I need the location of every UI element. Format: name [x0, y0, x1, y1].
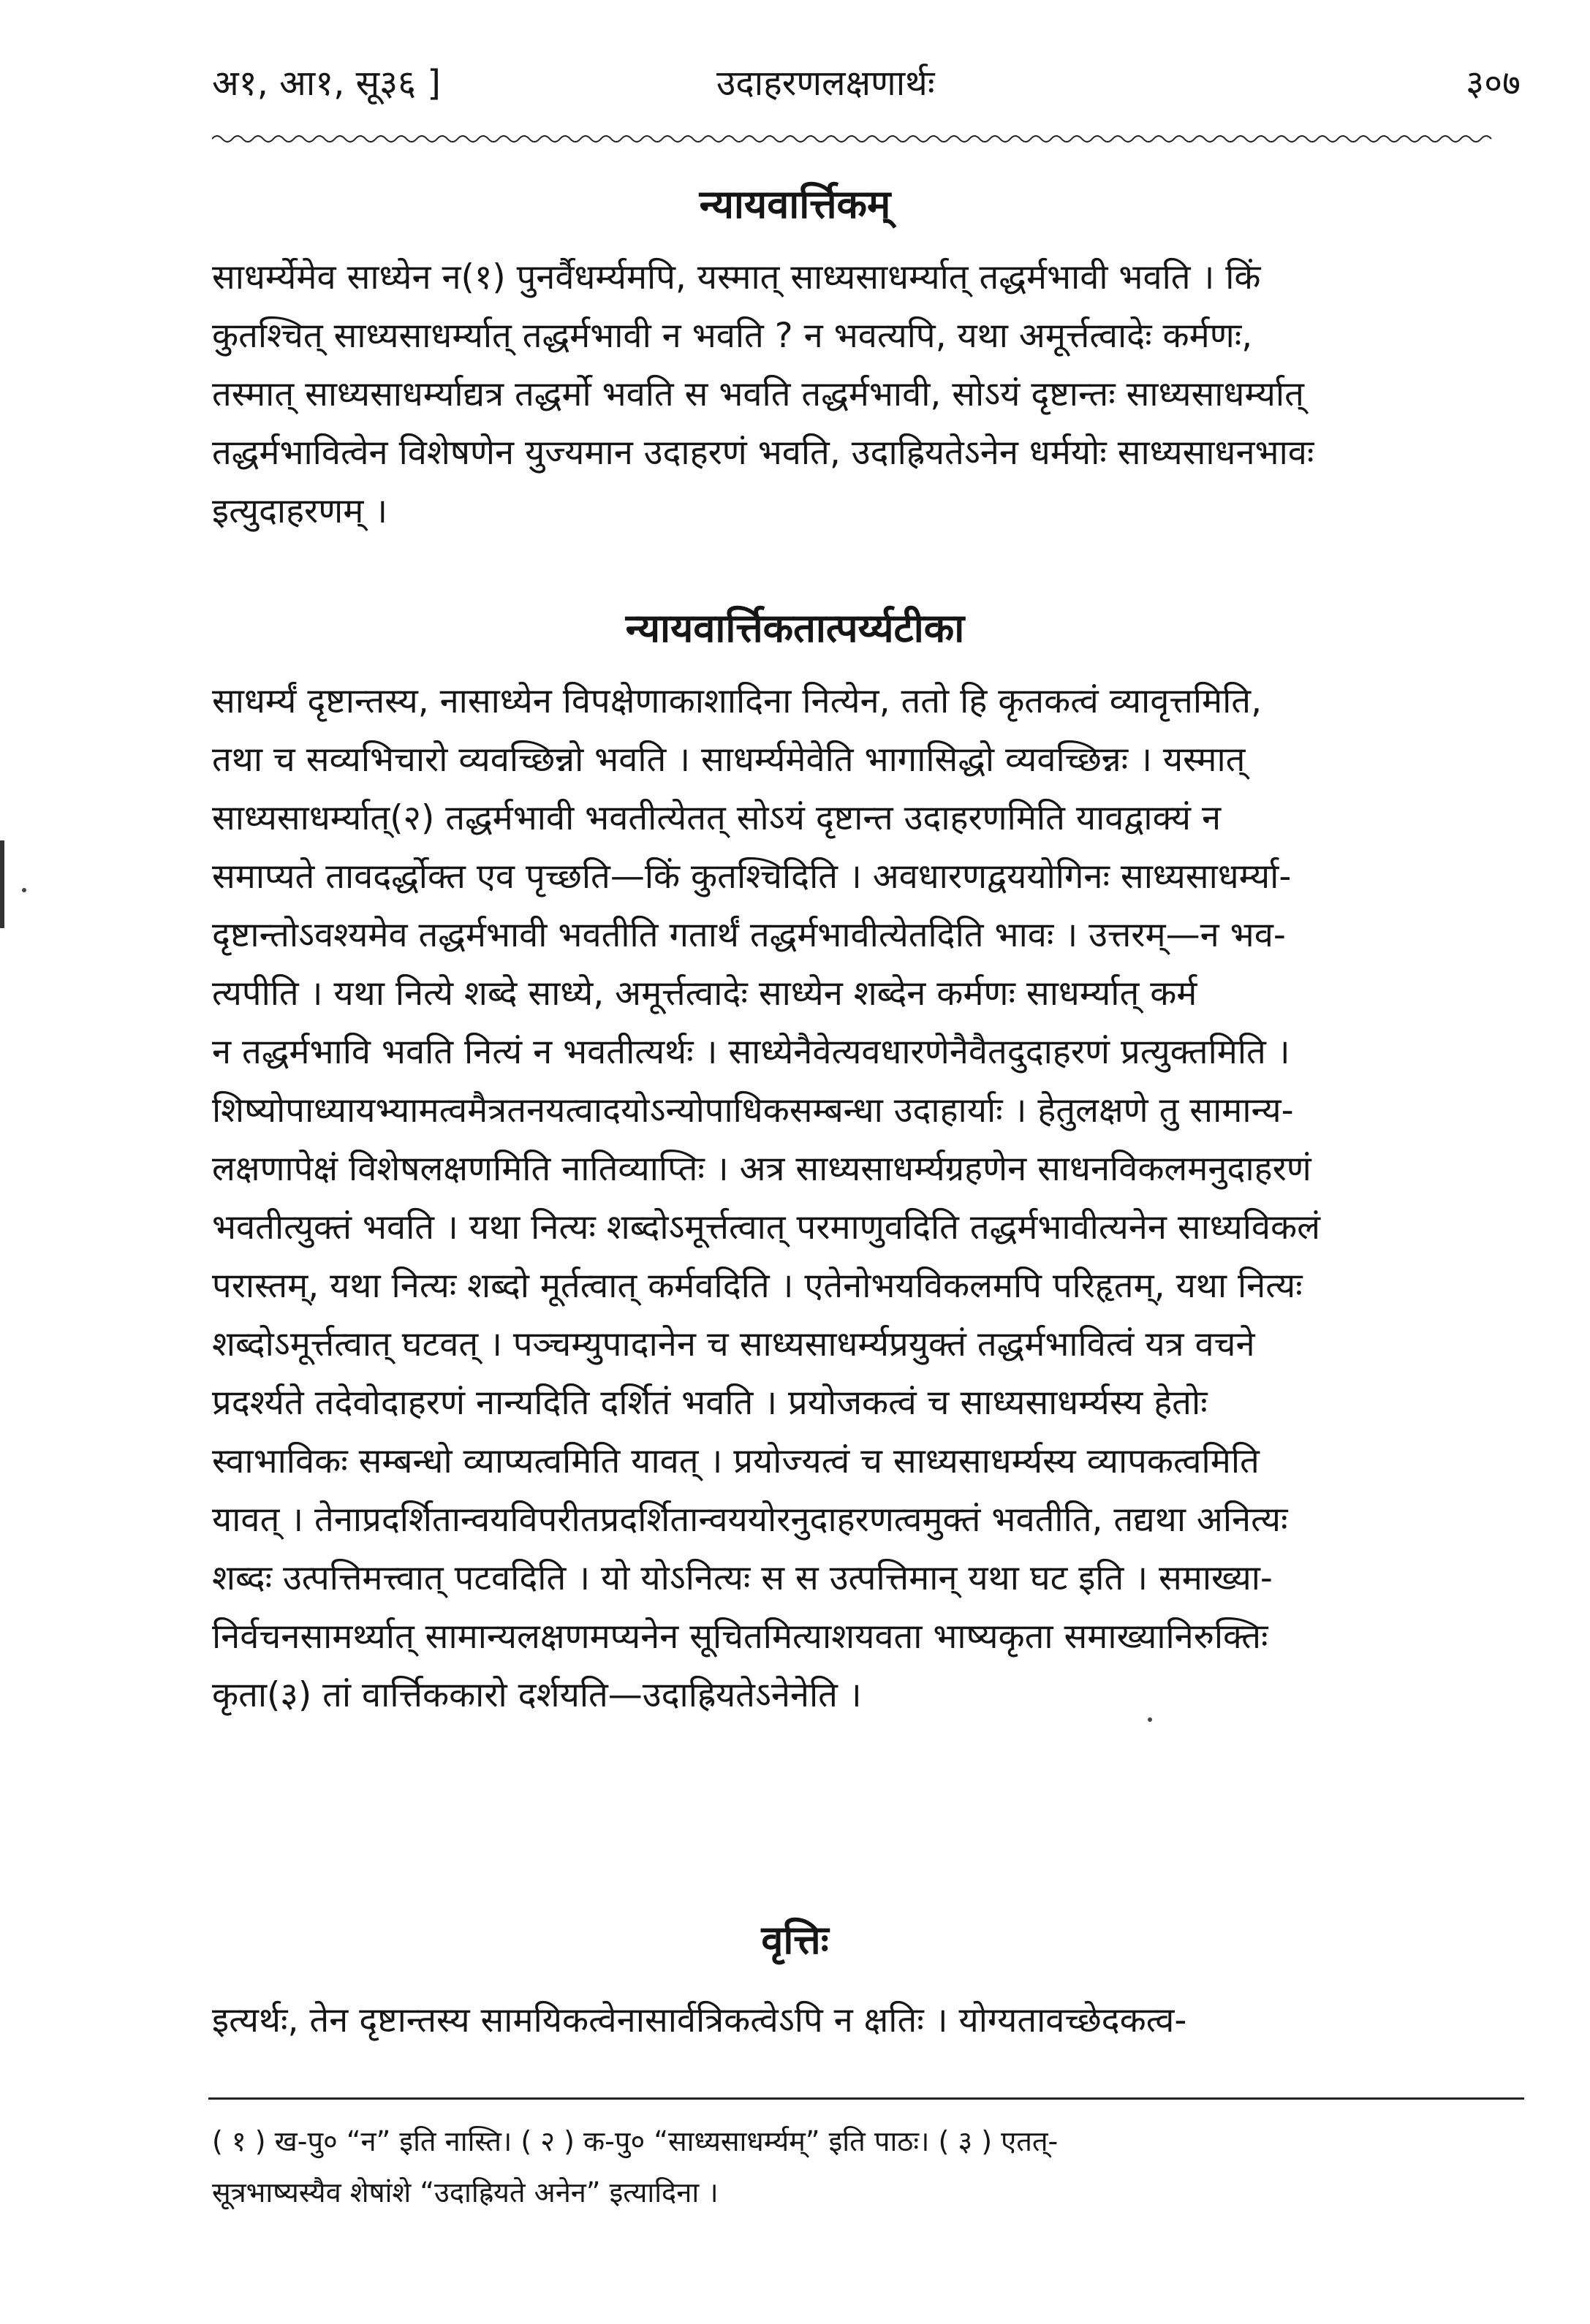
section-heading-tatparyatika: न्यायवार्त्तिकतात्पर्य्यटीका: [625, 605, 965, 651]
scan-speck: [1148, 1717, 1152, 1722]
text-line: परास्तम्, यथा नित्यः शब्दो मूर्तत्वात् कर्मवदिति । एतेनोभयविकलमपि परिहृतम्, यथा नित्यः: [212, 1266, 1303, 1306]
text-line: निर्वचनसामर्थ्यात् सामान्यलक्षणमप्यनेन सूचितमित्याशयवता भाष्यकृता समाख्यानिरुक्तिः: [212, 1617, 1268, 1657]
text-line: कुतश्चित् साध्यसाधर्म्यात् तद्धर्मभावी न भवति ? न भवत्यपि, यथा अमूर्त्तत्वादेः कर्मणः,: [212, 316, 1253, 356]
text-line: न तद्धर्मभावि भवति नित्यं न भवतीत्यर्थः । साध्येनैवेत्यवधारणेनैवैतदुदाहरणं प्रत्युक्तमिति ।: [212, 1032, 1290, 1072]
footnote-line: ( १ ) ख-पु० “न” इति नास्ति। ( २ ) क-पु० “साध्यसाधर्म्यम्” इति पाठः। ( ३ ) एतत्-: [212, 2125, 1059, 2157]
text-line: लक्षणापेक्षं विशेषलक्षणमिति नातिव्याप्तिः । अत्र साध्यसाधर्म्यग्रहणेन साधनविकलमनुदाहरणं: [212, 1149, 1311, 1189]
text-line: तद्धर्मभावित्वेन विशेषणेन युज्यमान उदाहरणं भवति, उदाह्रियतेऽनेन धर्मयोः साध्यसाधनभावः: [212, 433, 1314, 473]
section-body-nyayavarttika: [212, 248, 1521, 541]
running-head: [205, 58, 1521, 124]
text-line: समाप्यते तावदर्द्धोक्त एव पृच्छति—किं कुतश्चिदिति । अवधारणद्वययोगिनः साध्यसाधर्म्या-: [212, 857, 1292, 897]
footnote-line: सूत्रभाष्यस्यैव शेषांशे “उदाह्रियते अनेन” इत्यादिना ।: [212, 2176, 719, 2209]
text-line: तथा च सव्यभिचारो व्यवच्छिन्नो भवति । साधर्म्यमेवेति भागासिद्धो व्यवच्छिन्नः । यस्मात्: [212, 740, 1246, 780]
running-title: उदाहरणलक्षणार्थः: [716, 63, 935, 104]
text-line: इत्यर्थः, तेन दृष्टान्तस्य सामयिकत्वेनासार्वत्रिकत्वेऽपि न क्षतिः । योग्यतावच्छेदकत्व-: [212, 2000, 1187, 2040]
text-line: स्वाभाविकः सम्बन्धो व्याप्यत्वमिति यावत् । प्रयोज्यत्वं च साध्यसाधर्म्यस्य व्यापकत्वमिति: [212, 1441, 1260, 1481]
text-line: भवतीत्युक्तं भवति । यथा नित्यः शब्दोऽमूर्त्तत्वात् परमाणुवदिति तद्धर्मभावीत्यनेन साध्यविकलं: [212, 1207, 1320, 1248]
text-line: दृष्टान्तोऽवश्यमेव तद्धर्मभावी भवतीति गतार्थं तद्धर्मभावीत्येतदिति भावः । उत्तरम्—न भव-: [212, 915, 1286, 955]
scan-speck: [22, 888, 26, 892]
text-line: कृता(३) तां वार्त्तिककारो दर्शयति—उदाह्रियतेऽनेनेति ।: [212, 1675, 862, 1715]
text-line: शिष्योपाध्यायभ्यामत्वमैत्रतनयत्वादयोऽन्योपाधिकसम्बन्धा उदाहार्याः । हेतुलक्षणे तु सामान्य-: [212, 1090, 1294, 1131]
page-number: ३०७: [1466, 63, 1521, 104]
footnote-rule: [208, 2097, 1524, 2100]
text-line: शब्दः उत्पत्तिमत्त्वात् पटवदिति । यो योऽनित्यः स स उत्पत्तिमान् यथा घट इति । समाख्या-: [212, 1558, 1273, 1598]
text-line: यावत् । तेनाप्रदर्शितान्वयविपरीतप्रदर्शितान्वययोरनुदाहरणत्वमुक्तं भवतीति, तद्यथा अनित्यः: [212, 1500, 1288, 1540]
footnotes: [212, 2116, 1521, 2218]
margin-scan-mark: [0, 840, 4, 928]
wavy-rule: [212, 132, 1521, 146]
text-line: शब्दोऽमूर्त्तत्वात् घटवत् । पञ्चम्युपादानेन च साध्यसाधर्म्यप्रयुक्तं तद्धर्मभावित्वं यत्र वचने: [212, 1324, 1255, 1364]
text-line: प्रदर्श्यते तदेवोदाहरणं नान्यदिति दर्शितं भवति । प्रयोजकत्वं च साध्यसाधर्म्यस्य हेतोः: [212, 1383, 1208, 1423]
text-line: त्यपीति । यथा नित्ये शब्दे साध्ये, अमूर्त्तत्वादेः साध्येन शब्देन कर्मणः साधर्म्यात् कर्म: [212, 973, 1197, 1014]
text-line: तस्मात् साध्यसाधर्म्याद्यत्र तद्धर्मो भवति स भवति तद्धर्मभावी, सोऽयं दृष्टान्तः साध्यसाधर्म्यात्: [212, 374, 1304, 414]
text-line: साधर्म्येमेव साध्येन न(१) पुनर्वैधर्म्यमपि, यस्मात् साध्यसाधर्म्यात् तद्धर्मभावी भवति । किं: [212, 257, 1261, 297]
chapter-reference: अ१, आ१, सू३६ ]: [212, 63, 442, 104]
text-line: साध्यसाधर्म्यात्(२) तद्धर्मभावी भवतीत्येतत् सोऽयं दृष्टान्त उदाहरणमिति यावद्वाक्यं न: [212, 798, 1222, 838]
section-body-vritti: [212, 1991, 1521, 2050]
section-heading-vritti: वृत्तिः: [761, 1917, 829, 1963]
section-body-tatparyatika: [212, 672, 1521, 1725]
text-line: इत्युदाहरणम् ।: [212, 491, 388, 531]
section-heading-nyayavarttika: न्यायवार्त्तिकम्: [699, 181, 891, 227]
text-line: साधर्म्यं दृष्टान्तस्य, नासाध्येन विपक्षेणाकाशादिना नित्येन, ततो हि कृतकत्वं व्यावृत्तमिति,: [212, 681, 1262, 721]
